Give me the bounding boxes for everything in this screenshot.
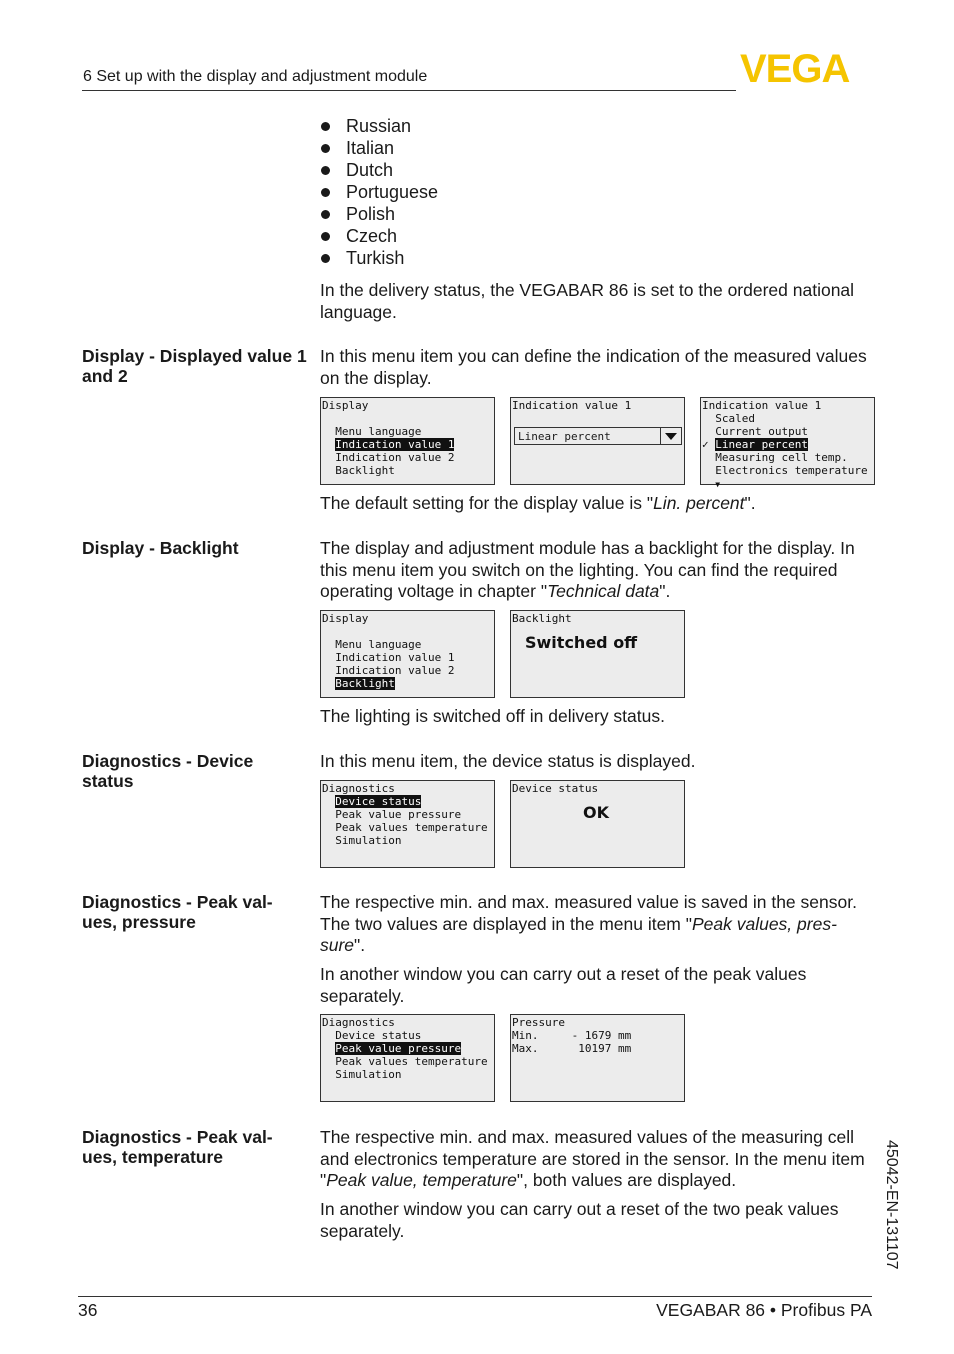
bullet-icon — [321, 144, 330, 153]
lcd-option: Electronics temperature — [715, 464, 868, 477]
peak-pressure-reset-note: In another window you can carry out a reset of the peak values separately. — [320, 964, 807, 1006]
device-status-text: In this menu item, the device status is displayed. — [320, 751, 696, 771]
bullet-icon — [321, 210, 330, 219]
lcd-diagnostics-menu — [320, 780, 495, 868]
lcd-title: Diagnostics — [322, 1016, 395, 1029]
vega-logo — [740, 50, 872, 86]
peak-pressure-text: The respective min. and max. measured value is saved in the sensor. The two values are displayed in the menu item "Peak values, pres- sure". — [320, 892, 857, 955]
lcd-pressure-values — [510, 1014, 685, 1102]
backlight-delivery-note: The lighting is switched off in delivery status. — [320, 706, 665, 726]
section-title-device-status: Diagnostics - Device status — [82, 751, 254, 791]
list-item: Russian — [320, 115, 438, 137]
lcd-device-status — [510, 780, 685, 868]
lcd-option: Measuring cell temp. — [715, 451, 848, 464]
lcd-title: Display — [322, 399, 369, 412]
pressure-max-row: Max. 10197 mm — [512, 1042, 632, 1055]
lcd-menu-item: Peak values temperature — [335, 821, 488, 834]
peak-temperature-reset-note: In another window you can carry out a reset of the two peak values separately. — [320, 1199, 839, 1241]
lcd-menu-item: Indication value 1 — [335, 651, 455, 664]
lcd-title: Indication value 1 — [512, 399, 632, 412]
bullet-icon — [321, 254, 330, 263]
lcd-option-selected: Linear percent — [715, 438, 808, 451]
header-divider — [82, 90, 736, 91]
lcd-menu-item: Backlight — [335, 464, 395, 477]
list-item: Dutch — [320, 159, 438, 181]
lcd-menu-item-selected: Peak value pressure — [335, 1042, 462, 1055]
lcd-title: Pressure — [512, 1016, 565, 1029]
chapter-heading: 6 Set up with the display and adjustment module — [83, 68, 428, 85]
dropdown-value: Linear percent — [518, 430, 611, 443]
scroll-down-icon: ▼ — [715, 480, 721, 489]
lcd-spacer — [322, 625, 329, 638]
list-item: Italian — [320, 137, 438, 159]
lcd-title: Backlight — [512, 612, 572, 625]
backlight-text: The display and adjustment module has a backlight for the display. In this menu item you switch on the lighting. You can find the required operating voltage in chapter "Technical data". — [320, 538, 855, 601]
bullet-icon — [321, 122, 330, 131]
footer-divider — [78, 1296, 872, 1297]
vega-logo-text: VEGA — [740, 50, 850, 86]
section-title-peak-temperature: Diagnostics - Peak val- ues, temperature — [82, 1127, 273, 1167]
pressure-min-row: Min. - 1679 mm — [512, 1029, 632, 1042]
checkmark-icon: ✓ — [702, 438, 709, 451]
device-status-value: OK — [583, 803, 609, 822]
lcd-menu-item: Simulation — [335, 834, 402, 847]
lcd-spacer — [322, 412, 329, 425]
lcd-diagnostics-menu-pressure — [320, 1014, 495, 1102]
indication-dropdown — [514, 427, 682, 445]
lcd-indication-value-dropdown — [510, 397, 685, 485]
lcd-option: Scaled — [715, 412, 755, 425]
lcd-menu-item: Menu language — [335, 425, 422, 438]
bullet-icon — [321, 232, 330, 241]
lcd-menu-item: Simulation — [335, 1068, 402, 1081]
footer-product: VEGABAR 86 • Profibus PA — [656, 1300, 872, 1320]
section-title-displayed-value: Display - Displayed value 1 and 2 — [82, 346, 307, 386]
section-title-backlight: Display - Backlight — [82, 538, 239, 558]
lcd-display-menu-backlight — [320, 610, 495, 698]
section-title-peak-pressure: Diagnostics - Peak val- ues, pressure — [82, 892, 273, 932]
bullet-icon — [321, 188, 330, 197]
lcd-backlight-value — [510, 610, 685, 698]
lcd-menu-item-selected: Backlight — [335, 677, 395, 690]
lcd-display-menu — [320, 397, 495, 485]
document-id: 45042-EN-131107 — [883, 1140, 900, 1270]
list-item: Polish — [320, 203, 438, 225]
lcd-menu-item: Indication value 2 — [335, 451, 455, 464]
lcd-title: Device status — [512, 782, 599, 795]
backlight-state: Switched off — [525, 633, 638, 652]
lcd-indication-value-options — [700, 397, 875, 489]
lcd-menu-item-selected: Device status — [335, 795, 422, 808]
default-setting-note: The default setting for the display value is "Lin. percent". — [320, 493, 756, 513]
lcd-menu-item: Indication value 2 — [335, 664, 455, 677]
delivery-language-note: In the delivery status, the VEGABAR 86 is set to the ordered national language. — [320, 280, 855, 322]
peak-temperature-text: The respective min. and max. measured values of the measuring cell and electronics temperature are stored in the sensor. In the menu item "Peak value, temperature", both values are displayed. — [320, 1127, 865, 1190]
page-number: 36 — [78, 1300, 98, 1320]
language-list — [320, 115, 438, 269]
lcd-menu-item-selected: Indication value 1 — [335, 438, 455, 451]
displayed-value-intro: In this menu item you can define the indication of the measured values on the display. — [320, 346, 867, 388]
lcd-menu-item: Peak value pressure — [335, 808, 462, 821]
lcd-menu-item: Peak values temperature — [335, 1055, 488, 1068]
lcd-title: Diagnostics — [322, 782, 395, 795]
bullet-icon — [321, 166, 330, 175]
list-item: Portuguese — [320, 181, 438, 203]
lcd-title: Display — [322, 612, 369, 625]
lcd-menu-item: Device status — [335, 1029, 422, 1042]
lcd-option: Current output — [715, 425, 808, 438]
lcd-menu-item: Menu language — [335, 638, 422, 651]
dropdown-arrow-icon — [660, 428, 681, 444]
list-item: Turkish — [320, 247, 438, 269]
lcd-title: Indication value 1 — [702, 399, 822, 412]
list-item: Czech — [320, 225, 438, 247]
